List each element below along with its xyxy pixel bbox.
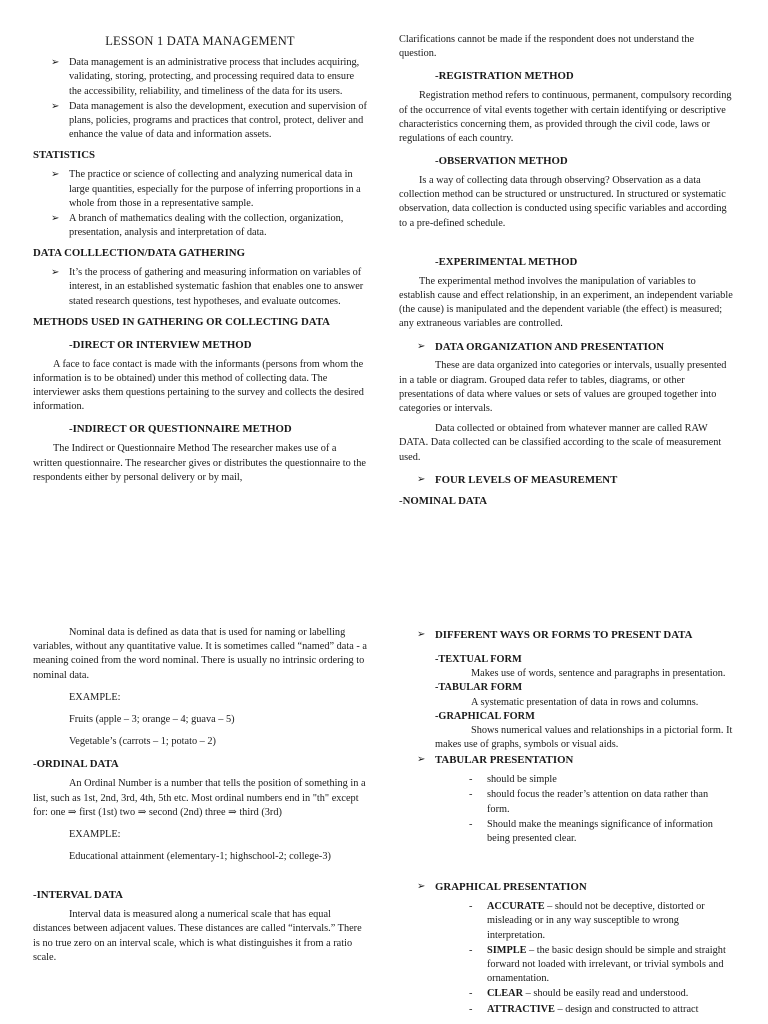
dash-bullet: - — [469, 818, 473, 830]
column-3 — [33, 626, 367, 971]
arrow-bullet-icon: ➢ — [51, 267, 60, 279]
list-item: - ACCURATE – should not be deceptive, distorted or misleading or in any way susceptible to wrong interpretation. — [469, 901, 705, 941]
spacer — [33, 872, 367, 882]
example-label: EXAMPLE: — [69, 828, 121, 840]
arrow-bullet-icon: ➢ — [51, 100, 60, 112]
subheading-registration-method: -REGISTRATION METHOD — [435, 70, 574, 83]
section-heading-graphical-presentation: ➢ GRAPHICAL PRESENTATION — [417, 881, 587, 894]
arrow-bullet-icon: ➢ — [51, 169, 60, 181]
tabular-presentation-list — [399, 773, 733, 846]
list-item: ➢ Data management is an administrative process that includes acquiring, validating, storing, protecting, and processing required data to ensure the accessibility, reliability, and timeliness of the data for its users. — [51, 57, 360, 97]
collection-bullet-list — [33, 266, 367, 309]
arrow-bullet-icon: ➢ — [417, 629, 426, 640]
arrow-bullet-icon: ➢ — [51, 57, 60, 69]
subheading-experimental-method: -EXPERIMENTAL METHOD — [435, 255, 578, 268]
paragraph-experimental-method: The experimental method involves the manipulation of variables to establish cause and effect relationship, in an experiment, an independent variable (the cause) is manipulated and the dependent variable (the effect) is measured; any extraneous variables are controlled. — [399, 275, 733, 330]
arrow-bullet-icon: ➢ — [417, 340, 426, 352]
paragraph-graphical-form: Shows numerical values and relationships in a pictorial form. It makes use of graphs, symbols or visual aids. — [435, 724, 733, 751]
paragraph-direct-method: A face to face contact is made with the informants (persons from whom the information is to be obtained) under this method of collecting data. The interviewer asks them questions pertaining to the survey and collects the desired information. — [33, 358, 364, 413]
spacer — [399, 237, 733, 247]
spacer — [399, 850, 733, 872]
section-heading-tabular-presentation: ➢ TABULAR PRESENTATION — [417, 754, 574, 767]
arrow-bullet-icon: ➢ — [51, 212, 60, 224]
list-item: ➢ A branch of mathematics dealing with the collection, organization, presentation, analysis and interpretation of data. — [51, 212, 344, 239]
list-item: ➢ It’s the process of gathering and measuring information on variables of interest, in an established systematic fashion that enables one to answer stated research questions, test hypotheses, and evaluate outcomes. — [51, 267, 364, 307]
section-heading-methods: METHODS USED IN GATHERING OR COLLECTING DATA — [33, 315, 330, 328]
list-item: ➢ The practice or science of collecting and analyzing numerical data in large quantities, especially for the purpose of inferring proportions in a whole from those in a representative sample. — [51, 169, 361, 209]
subheading-textual-form: -TEXTUAL FORM — [435, 653, 522, 665]
list-item: - Should make the meanings significance of information being presented clear. — [469, 818, 713, 845]
paragraph-textual-form: Makes use of words, sentence and paragraphs in presentation. — [471, 668, 726, 680]
intro-bullet-list — [33, 56, 367, 142]
section-heading-ways: ➢ DIFFERENT WAYS OR FORMS TO PRESENT DATA — [417, 629, 693, 641]
column-2 — [399, 33, 733, 514]
lesson-title: LESSON 1 DATA MANAGEMENT — [105, 34, 295, 48]
section-heading-organization: ➢ DATA ORGANIZATION AND PRESENTATION — [417, 340, 665, 353]
paragraph-indirect-method: The Indirect or Questionnaire Method The researcher makes use of a written questionnaire. The researcher gives or distributes the questionnaire to the respondents either by personal delivery or by mail, — [33, 443, 366, 483]
paragraph-registration-method: Registration method refers to continuous, permanent, compulsory recording of the occurrence of vital events together with certain identifying or descriptive characteristics concerning them, as provided through the civil code, laws or regulations of each country. — [399, 90, 732, 144]
dash-bullet: - — [469, 789, 473, 801]
graphical-presentation-list — [399, 900, 733, 1017]
dash-bullet: - — [469, 774, 473, 786]
paragraph-raw-data: Data collected or obtained from whatever manner are called RAW DATA. Data collected can be classified according to the scale of measurement used. — [399, 423, 722, 463]
subheading-nominal-data: -NOMINAL DATA — [399, 494, 488, 507]
arrow-bullet-icon: ➢ — [417, 473, 426, 485]
subheading-ordinal-data: -ORDINAL DATA — [33, 758, 119, 771]
paragraph-nominal: Nominal data is defined as data that is used for naming or labelling variables, without any quantitative value. It is sometimes called “named” data - a meaning coined from the word nominal. There is usually no intrinsic ordering to nominal data. — [33, 627, 367, 681]
subheading-indirect-method: -INDIRECT OR QUESTIONNAIRE METHOD — [69, 423, 292, 436]
paragraph-ordinal: An Ordinal Number is a number that tells the position of something in a list, such as 1st, 2nd, 3rd, 4th, 5th etc. Most ordinal numbers end in "th" except for: one ⇒ first (1st) two ⇒ second (2nd) three ⇒ third (3rd) — [33, 778, 366, 818]
example-label: EXAMPLE: — [69, 691, 121, 703]
section-heading-levels: ➢ FOUR LEVELS OF MEASUREMENT — [417, 473, 618, 486]
list-item: - SIMPLE – the basic design should be simple and straight forward not loaded with irrelevant, or trivial symbols and ornamentation. — [469, 944, 726, 985]
dash-bullet: - — [469, 944, 473, 956]
example-fruits: Fruits (apple – 3; orange – 4; guava – 5) — [69, 714, 235, 726]
paragraph-organization: These are data organized into categories or intervals, usually presented in a table or diagram. Grouped data refer to tables, diagrams, or other presentations of data where values or sets of values are grouped together into categories or intervals. — [399, 360, 727, 415]
list-item: - CLEAR – should be easily read and understood. — [399, 987, 733, 1001]
subheading-interval-data: -INTERVAL DATA — [33, 889, 123, 902]
subheading-tabular-form: -TABULAR FORM — [435, 682, 523, 694]
subheading-observation-method: -OBSERVATION METHOD — [435, 155, 568, 168]
subheading-graphical-form: -GRAPHICAL FORM — [435, 710, 535, 722]
dash-bullet: - — [469, 901, 473, 913]
list-item: ➢ Data management is also the development, execution and supervision of plans, policies, programs and practices that control, protect, deliver and enhance the value of data and information assets. — [51, 100, 367, 141]
paragraph-interval: Interval data is measured along a numerical scale that has equal distances between adjacent values. These distances are called “intervals.” There is no true zero on an interval scale, which is what distinguishes it from a ratio scale. — [33, 909, 362, 963]
paragraph-continued: Clarifications cannot be made if the respondent does not understand the question. — [399, 34, 695, 60]
statistics-bullet-list — [33, 168, 367, 240]
example-vegetables: Vegetable’s (carrots – 1; potato – 2) — [69, 736, 216, 748]
section-heading-statistics: STATISTICS — [33, 149, 96, 162]
dash-bullet: - — [469, 988, 473, 1000]
list-item: - ATTRACTIVE – design and constructed to attract — [399, 1003, 733, 1017]
subheading-direct-method: -DIRECT OR INTERVIEW METHOD — [69, 338, 252, 351]
column-1 — [33, 33, 367, 491]
arrow-bullet-icon: ➢ — [417, 881, 426, 893]
paragraph-tabular-form: A systematic presentation of data in rows and columns. — [471, 696, 699, 708]
example-education: Educational attainment (elementary-1; highschool-2; college-3) — [69, 851, 331, 863]
section-heading-data-collection: DATA COLLLECTION/DATA GATHERING — [33, 247, 245, 260]
dash-bullet: - — [469, 1003, 473, 1015]
list-item: - should focus the reader’s attention on data rather than form. — [469, 789, 709, 815]
list-item: - should be simple — [399, 773, 733, 787]
arrow-bullet-icon: ➢ — [417, 754, 426, 766]
column-4 — [399, 626, 733, 1021]
paragraph-observation-method: Is a way of collecting data through observing? Observation as a data collection method can be structured or unstructured. In structured or systematic observation, data collection is conducted using specific variables and according to a pre-defined schedule. — [399, 175, 727, 229]
